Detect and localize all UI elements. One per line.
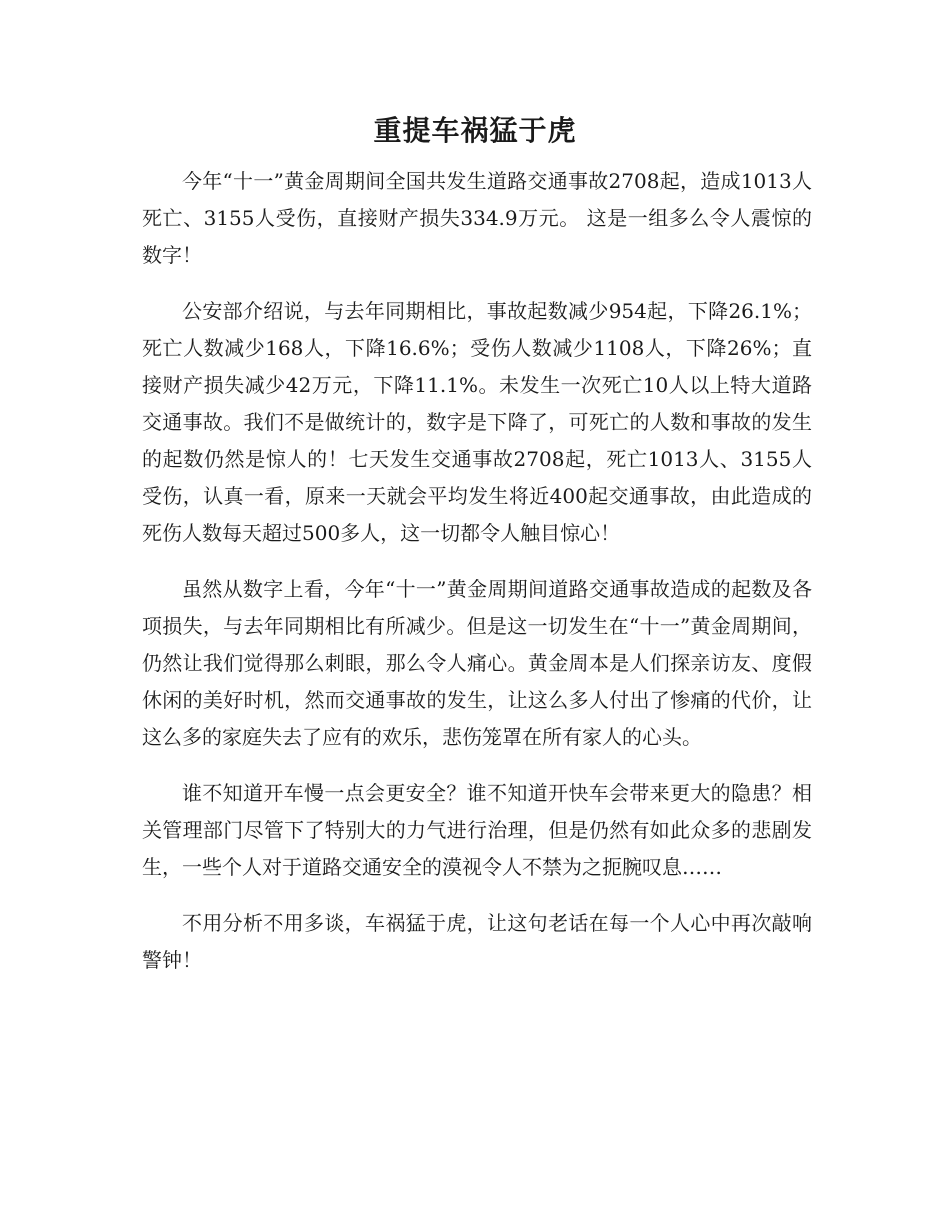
document-body xyxy=(142,163,812,998)
paragraph-5: 不用分析不用多谈，车祸猛于虎，让这句老话在每一个人心中再次敲响警钟！ xyxy=(142,911,812,972)
document-title: 重提车祸猛于虎 xyxy=(373,114,577,147)
paragraph-4: 谁不知道开车慢一点会更安全？谁不知道开快车会带来更大的隐患？相关管理部门尽管下了特别大的力气进行治理，但是仍然有如此众多的悲剧发生，一些个人对于道路交通安全的漠视令人不禁为之扼腕叹息…… xyxy=(142,781,812,879)
paragraph-3: 虽然从数字上看，今年“十一”黄金周期间道路交通事故造成的起数及各项损失，与去年同期相比有所减少。但是这一切发生在“十一”黄金周期间，仍然让我们觉得那么刺眼，那么令人痛心。黄金周本是人们探亲访友、度假休闲的美好时机，然而交通事故的发生，让这么多人付出了惨痛的代价，让这么多的家庭失去了应有的欢乐，悲伤笼罩在所有家人的心头。 xyxy=(142,577,812,749)
paragraph-1: 今年“十一”黄金周期间全国共发生道路交通事故2708起，造成1013人死亡、3155人受伤，直接财产损失334.9万元。 这是一组多么令人震惊的数字！ xyxy=(142,169,812,267)
paragraph-2: 公安部介绍说，与去年同期相比，事故起数减少954起，下降26.1%；死亡人数减少168人，下降16.6%；受伤人数减少1108人，下降26%；直接财产损失减少42万元，下降11.1%。未发生一次死亡10人以上特大道路交通事故。我们不是做统计的，数字是下降了，可死亡的人数和事故的发生的起数仍然是惊人的！七天发生交通事故2708起，死亡1013人、3155人受伤，认真一看，原来一天就会平均发生将近400起交通事故，由此造成的死伤人数每天超过500多人，这一切都令人触目惊心！ xyxy=(142,299,812,545)
